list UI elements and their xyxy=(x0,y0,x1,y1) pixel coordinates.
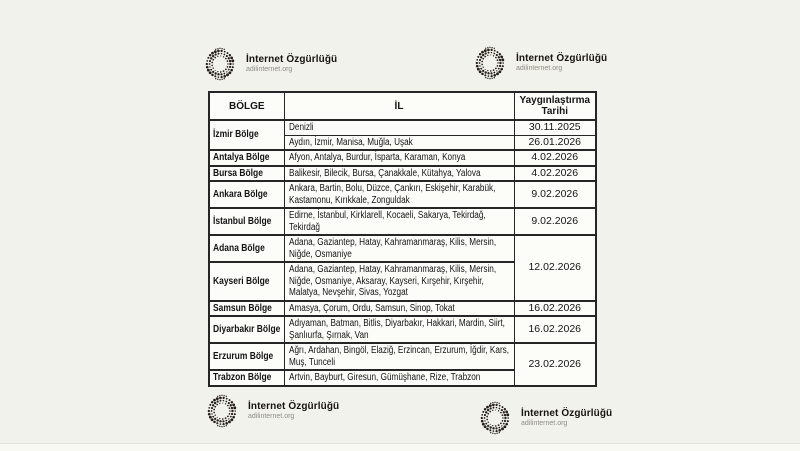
region-cell xyxy=(209,150,284,166)
region-label: Ankara Bölge xyxy=(213,188,268,200)
region-cell xyxy=(209,343,284,370)
logo-title: İnternet Özgürlüğü xyxy=(246,53,338,65)
table-row xyxy=(209,301,596,317)
table-row xyxy=(209,120,596,135)
provinces-cell xyxy=(284,301,514,317)
logo-subtitle: adilinternet.org xyxy=(246,66,293,74)
header-row xyxy=(209,92,596,120)
provinces-cell xyxy=(284,370,514,386)
region-label: İzmir Bölge xyxy=(213,129,259,141)
provinces-cell xyxy=(284,166,514,182)
region-label: Trabzon Bölge xyxy=(213,372,272,383)
region-label: Antalya Bölge xyxy=(213,152,270,163)
provinces-text: Amasya, Çorum, Ordu, Samsun, Sinop, Tokat xyxy=(288,302,455,314)
logo-subtitle: adilinternet.org xyxy=(521,420,568,428)
region-cell xyxy=(209,235,284,262)
provinces-text: Aydın, İzmir, Manisa, Muğla, Uşak xyxy=(288,136,413,148)
header-tarihi: Yaygınlaştırma Tarihi xyxy=(514,92,596,120)
logo-text xyxy=(516,53,607,73)
table-row xyxy=(209,166,596,182)
region-label: Samsun Bölge xyxy=(213,302,272,314)
logo-bottom-left xyxy=(205,394,339,428)
region-cell xyxy=(209,181,284,208)
logo-text xyxy=(248,401,339,421)
region-label: İstanbul Bölge xyxy=(213,215,272,227)
date-cell: 26.01.2026 xyxy=(514,135,596,150)
logo-top-right xyxy=(473,46,607,80)
region-cell xyxy=(209,316,284,343)
provinces-cell xyxy=(284,208,514,235)
provinces-text: Adana, Gaziantep, Hatay, Kahramanmaraş, Kilis, Mersin, Niğde, Osmaniye, Aksaray, Kayseri, Kırşehir, Kırşehir, Malatya, Nevşehir, Sivas, Yozgat xyxy=(288,264,496,298)
logo-title: İnternet Özgürlüğü xyxy=(516,52,608,64)
provinces-cell xyxy=(284,316,514,343)
region-cell xyxy=(209,262,284,301)
table-row xyxy=(209,235,596,262)
date-cell: 4.02.2026 xyxy=(514,150,596,166)
logo-subtitle: adilinternet.org xyxy=(248,413,295,421)
date-cell: 4.02.2026 xyxy=(514,166,596,182)
region-cell xyxy=(209,301,284,317)
provinces-text: Denizli xyxy=(288,122,314,133)
region-label: Bursa Bölge xyxy=(213,167,263,179)
table-row xyxy=(209,316,596,343)
header-il: İL xyxy=(284,92,514,120)
table-row xyxy=(209,181,596,208)
region-cell xyxy=(209,166,284,182)
logo-subtitle: adilinternet.org xyxy=(516,65,563,73)
date-cell: 30.11.2025 xyxy=(514,120,596,135)
rollout-table xyxy=(208,91,597,387)
header-bolge: BÖLGE xyxy=(209,92,284,120)
region-cell xyxy=(209,370,284,386)
provinces-text: Adana, Gaziantep, Hatay, Kahramanmaraş, Kilis, Mersin, Niğde, Osmaniye xyxy=(288,237,496,260)
date-cell: 9.02.2026 xyxy=(514,181,596,208)
halftone-ring-icon xyxy=(473,46,507,80)
date-cell: 16.02.2026 xyxy=(514,301,596,317)
date-cell: 23.02.2026 xyxy=(514,343,596,386)
provinces-text: Afyon, Antalya, Burdur, İsparta, Karaman, Konya xyxy=(288,152,465,163)
provinces-text: Ankara, Bartin, Bolu, Düzce, Çankırı, Eskişehir, Karabük, Kastamonu, Kırıkkale, Zonguldak xyxy=(288,183,495,206)
halftone-ring-icon xyxy=(205,394,239,428)
logo-title: İnternet Özgürlüğü xyxy=(521,407,613,419)
provinces-cell xyxy=(284,150,514,166)
provinces-cell xyxy=(284,135,514,150)
table-row xyxy=(209,150,596,166)
provinces-cell xyxy=(284,235,514,262)
logo-text xyxy=(521,408,612,428)
provinces-text: Adıyaman, Batman, Bitlis, Diyarbakır, Hakkari, Mardin, Siirt, Şanlıurfa, Şırnak, Van xyxy=(288,318,505,341)
halftone-ring-icon xyxy=(478,401,512,435)
provinces-cell xyxy=(284,343,514,370)
halftone-ring-icon xyxy=(203,47,237,81)
provinces-text: Balikesir, Bilecik, Bursa, Çanakkale, Kütahya, Yalova xyxy=(288,167,481,179)
provinces-text: Ağrı, Ardahan, Bingöl, Elaziğ, Erzincan, Erzurum, İğdir, Kars, Muş, Tunceli xyxy=(288,345,509,368)
logo-text xyxy=(246,54,337,74)
provinces-cell xyxy=(284,262,514,301)
region-cell xyxy=(209,120,284,150)
provinces-cell xyxy=(284,181,514,208)
region-label: Diyarbakır Bölge xyxy=(213,323,281,335)
rollout-table-wrap xyxy=(208,91,597,387)
provinces-text: Edirne, İstanbul, Kirklarell, Kocaeli, Sakarya, Tekirdağ, Tekirdağ xyxy=(288,210,486,233)
date-cell: 16.02.2026 xyxy=(514,316,596,343)
region-label: Kayseri Bölge xyxy=(213,275,270,287)
provinces-cell xyxy=(284,120,514,135)
region-label: Adana Bölge xyxy=(213,242,265,254)
region-label: Erzurum Bölge xyxy=(213,350,274,362)
table-row xyxy=(209,343,596,370)
date-cell: 12.02.2026 xyxy=(514,235,596,301)
table-row xyxy=(209,208,596,235)
date-cell: 9.02.2026 xyxy=(514,208,596,235)
logo-bottom-right xyxy=(478,401,612,435)
logo-top-left xyxy=(203,47,337,81)
region-cell xyxy=(209,208,284,235)
provinces-text: Artvin, Bayburt, Giresun, Gümüşhane, Rize, Trabzon xyxy=(288,372,480,383)
logo-title: İnternet Özgürlüğü xyxy=(248,400,340,412)
